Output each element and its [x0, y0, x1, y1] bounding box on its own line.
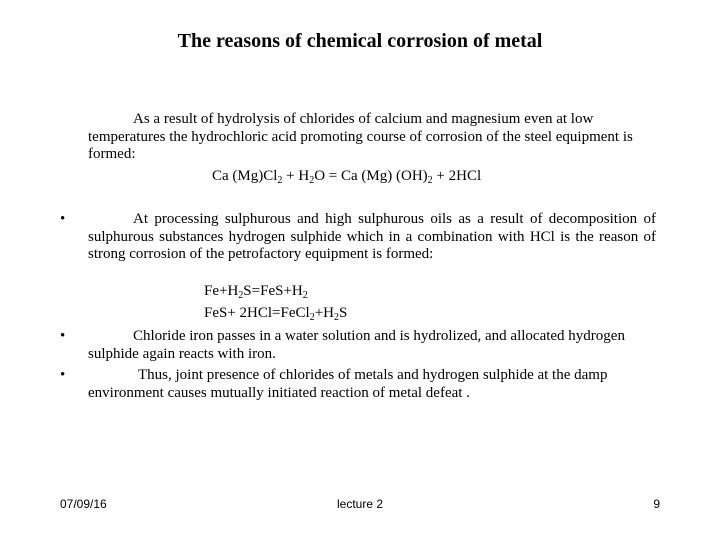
slide-title: The reasons of chemical corrosion of metal — [177, 30, 543, 52]
formula-iron-sulphide: $Fe+H_2S=FeS+H_2$ — [204, 283, 308, 301]
bullet-point: • — [60, 211, 66, 227]
footer-lecture: lecture 2 — [336, 497, 384, 511]
footer-date: 07/09/16 — [60, 497, 107, 511]
bullet-point: • — [60, 367, 66, 383]
formula-calcium-hydrolysis: Ca $(Mg)Cl_2 + H_2O = Ca$ (Mg) $(OH)_2 + 2HCl$ — [212, 168, 482, 186]
bullet-point: • — [60, 328, 66, 344]
paragraph-joint-presence: Thus, joint presence of chlorides of metals and hydrogen sulphide at the damp environment causes mutually initiated reaction of metal defeat . — [88, 367, 608, 401]
footer-page-number: 9 — [653, 497, 660, 511]
formula-iron-chloride: $FeS+ 2HCl=FeCl_2+H_2S$ — [204, 305, 348, 323]
paragraph-hydrolysis: As a result of hydrolysis of chlorides of calcium and magnesium even at low temperatures the hydrochloric acid promoting course of corrosion of the steel equipment is formed: — [88, 111, 633, 162]
paragraph-sulphurous-oils: At processing sulphurous and high sulphurous oils as a result of decomposition of sulphurous substances hydrogen sulphide which in a combination with HCl is the reason of strong corrosion of the petrofactory equipment is formed: — [88, 211, 656, 262]
paragraph-chloride-iron: Chloride iron passes in a water solution and is hydrolized, and allocated hydrogen sulphide again reacts with iron. — [88, 328, 625, 362]
